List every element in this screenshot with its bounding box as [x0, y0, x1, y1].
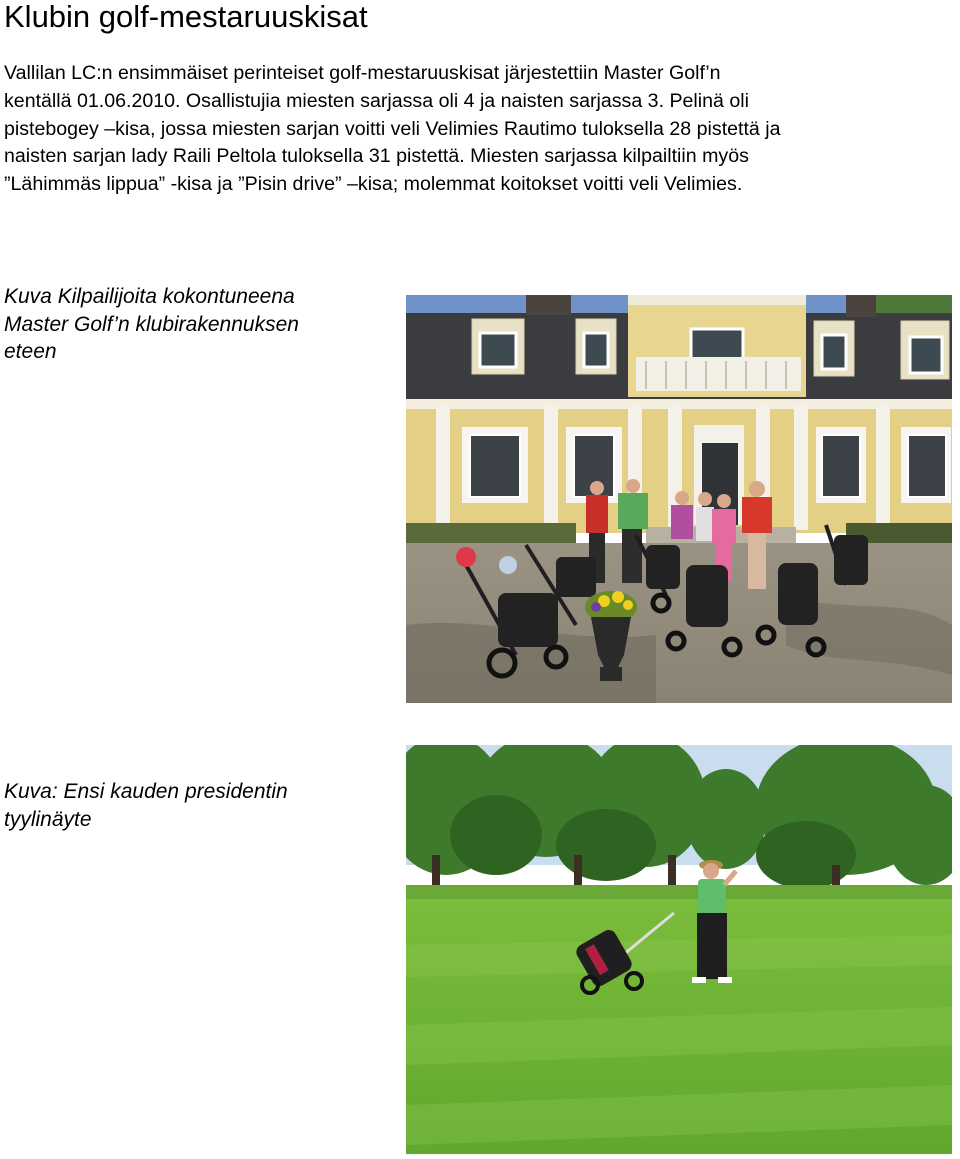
body-paragraph [4, 60, 956, 199]
caption-line: eteen [4, 340, 57, 363]
golfer-fairway-photo [406, 745, 952, 1154]
photo2-caption [4, 778, 288, 833]
caption-line: tyylinäyte [4, 807, 92, 831]
paragraph-line: naisten sarjan lady Raili Peltola tuloksella 31 pistettä. Miesten sarjassa kilpailtiin myös [4, 145, 749, 168]
caption-line: Kuva Kilpailijoita kokontuneena [4, 285, 295, 308]
page-title: Klubin golf-mestaruuskisat [4, 0, 368, 34]
clubhouse-group-photo [406, 295, 952, 703]
paragraph-line: pistebogey –kisa, jossa miesten sarjan voitti veli Velimies Rautimo tuloksella 28 pistettä ja [4, 117, 781, 140]
paragraph-line: ”Lähimmäs lippua” -kisa ja ”Pisin drive” –kisa; molemmat koitokset voitti veli Velimies. [4, 173, 743, 196]
photo1-caption [4, 283, 299, 366]
caption-line: Kuva: Ensi kauden presidentin [4, 780, 288, 803]
caption-line: Master Golf’n klubirakennuksen [4, 312, 299, 336]
paragraph-line: Vallilan LC:n ensimmäiset perinteiset golf-mestaruuskisat järjestettiin Master Golf’n [4, 62, 721, 84]
paragraph-line: kentällä 01.06.2010. Osallistujia miesten sarjassa oli 4 ja naisten sarjassa 3. Pelinä oli [4, 89, 749, 112]
